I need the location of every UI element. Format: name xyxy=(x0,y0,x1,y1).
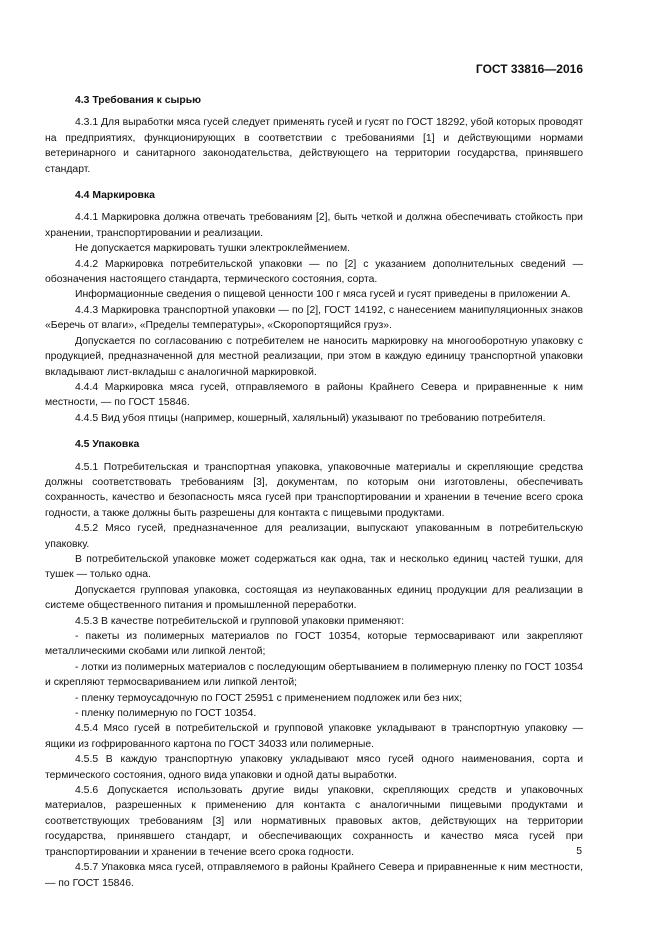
section-heading-4-4: 4.4 Маркировка xyxy=(75,190,155,202)
paragraph-4-4-1-note: Не допускается маркировать тушки электроклеймением. xyxy=(75,243,350,255)
paragraph-4-5-2-units: В потребительской упаковке может содержаться как одна, так и несколько единиц частей тушки, для тушек — только одна. xyxy=(45,553,583,581)
paragraph-4-4-2: 4.4.2 Маркировка потребительской упаковки — по [2] с указанием дополнительных сведений — обозначения настоящего стандарта, термического состояния, сорта. xyxy=(45,258,583,286)
paragraph-4-4-2-info: Информационные сведения о пищевой ценности 100 г мяса гусей и гусят приведены в приложении А. xyxy=(75,289,571,301)
list-item: - пакеты из полимерных материалов по ГОСТ 10354, которые термосваривают или закрепляют металлическими скобами или липкой лентой; xyxy=(45,631,583,658)
paragraph-4-3-1: 4.3.1 Для выработки мяса гусей следует применять гусей и гусят по ГОСТ 18292, убой которых проводят на предприятиях, функционирующих в соответствии с требованиями [1] и действующими нормами ветеринарного и санитарного законодательства, действующего на территории государства, принявшего стандарт. xyxy=(45,117,583,175)
paragraph-4-4-3-note: Допускается по согласованию с потребителем не наносить маркировку на многооборотную упаковку с продукцией, предназначенной для местной реализации, при этом в каждую единицу транспортной упаковки вкладывают лист-вкладыш с аналогичной маркировкой. xyxy=(45,335,583,378)
standard-header: ГОСТ 33816—2016 xyxy=(475,62,583,76)
paragraph-4-5-6: 4.5.6 Допускается использовать другие виды упаковки, скрепляющих средств и упаковочных материалов, разрешенных к применению для контакта с аналогичными пищевыми продуктами и соответствующих требованиям [3] или нормативных правовых актов, действующих на территории государства, принявшего стандарт, и обеспечивающих сохранность и качество мяса гусей при транспортировании и хранении в течение всего срока годности. xyxy=(45,785,583,858)
paragraph-4-4-5: 4.4.5 Вид убоя птицы (например, кошерный, халяльный) указывают по требованию потребителя. xyxy=(75,412,546,424)
paragraph-4-5-3: 4.5.3 В качестве потребительской и групповой упаковки применяют: xyxy=(75,615,405,627)
section-heading-4-5: 4.5 Упаковка xyxy=(75,439,140,451)
page-number: 5 xyxy=(576,846,582,857)
list-item: - лотки из полимерных материалов с последующим обертыванием в полимерную пленку по ГОСТ 10354 и скрепляют термосвариванием или липкой лентой; xyxy=(45,661,583,689)
paragraph-4-4-1: 4.4.1 Маркировка должна отвечать требованиям [2], быть четкой и должна обеспечивать стойкость при хранении, транспортировании и реализации. xyxy=(45,212,583,239)
paragraph-4-4-4: 4.4.4 Маркировка мяса гусей, отправляемого в районы Крайнего Севера и приравненные к ним местности, — по ГОСТ 15846. xyxy=(45,381,583,409)
paragraph-4-5-5: 4.5.5 В каждую транспортную упаковку укладывают мясо гусей одного наименования, сорта и термического состояния, одного вида упаковки и одной даты выработки. xyxy=(45,754,583,781)
paragraph-4-5-1: 4.5.1 Потребительская и транспортная упаковка, упаковочные материалы и скрепляющие средства должны соответствовать требованиям [3], документам, по которым они изготовлены, обеспечивать сохранность, качество и безопасность мяса гусей при транспортировании и хранении в течение всего срока годности, а также должны быть разрешены для контакта с пищевыми продуктами. xyxy=(45,461,583,519)
list-item: - пленку полимерную по ГОСТ 10354. xyxy=(75,708,257,720)
paragraph-4-4-3: 4.4.3 Маркировка транспортной упаковки — по [2], ГОСТ 14192, с нанесением манипуляционных знаков «Беречь от влаги», «Пределы температуры», «Скоропортящийся груз». xyxy=(45,304,583,332)
paragraph-4-5-2: 4.5.2 Мясо гусей, предназначенное для реализации, выпускают упакованным в потребительскую упаковку. xyxy=(45,523,583,550)
list-item: - пленку термоусадочную по ГОСТ 25951 с применением подложек или без них; xyxy=(75,692,463,704)
document-body xyxy=(45,88,583,891)
paragraph-4-5-4: 4.5.4 Мясо гусей в потребительской и групповой упаковке укладывают в транспортную упаковку — ящики из гофрированного картона по ГОСТ 34033 или полимерные. xyxy=(45,723,583,750)
paragraph-4-5-7: 4.5.7 Упаковка мяса гусей, отправляемого в районы Крайнего Севера и приравненные к ним местности, — по ГОСТ 15846. xyxy=(45,862,583,889)
section-heading-4-3: 4.3 Требования к сырью xyxy=(75,95,202,106)
paragraph-4-5-2-group: Допускается групповая упаковка, состоящая из неупакованных единиц продукции для реализации в системе общественного питания и промышленной переработки. xyxy=(45,584,583,612)
